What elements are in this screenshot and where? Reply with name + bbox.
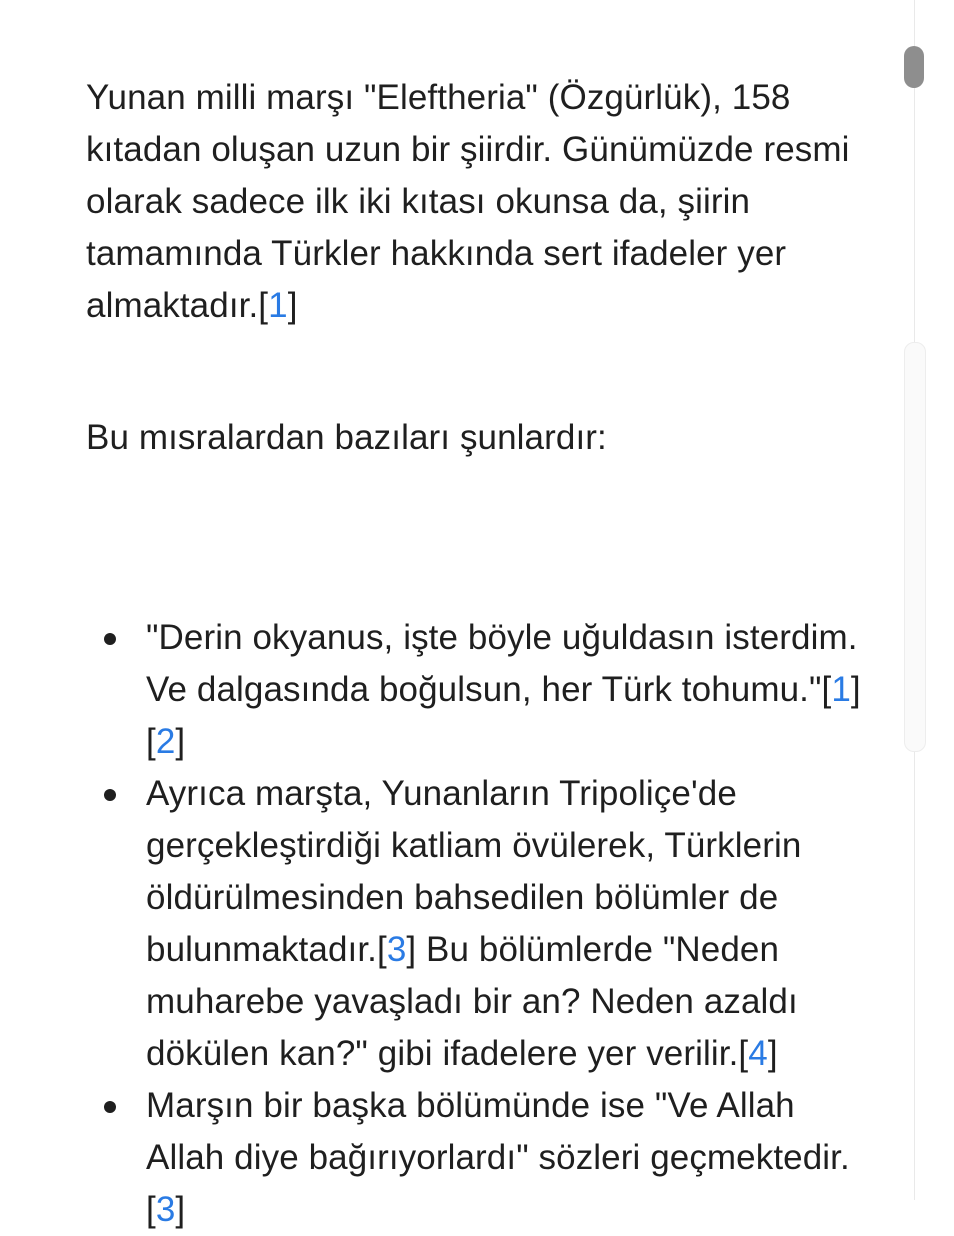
list-item: "Derin okyanus, işte böyle uğuldasın isterdim. Ve dalgasında boğulsun, her Türk tohumu."[1][2] (86, 612, 876, 768)
bullet-icon (104, 1101, 116, 1113)
list-item: Ayrıca marşta, Yunanların Tripoliçe'de gerçekleştirdiği katliam övülerek, Türklerin öldürülmesinden bahsedilen bölümler de bulunmaktadır.[3] Bu bölümlerde "Neden muharebe yavaşladı bir an? Neden azaldı dökülen kan?" gibi ifadelere yer verilir.[4] (86, 768, 876, 1080)
list-item-text: Bu bölümlerde "Neden muharebe yavaşladı bir an? Neden azaldı dökülen kan?" gibi ifadelere yer verilir. (146, 930, 798, 1073)
citation-link[interactable]: 1 (831, 670, 851, 709)
bullet-icon (104, 789, 116, 801)
scrollbar[interactable] (904, 0, 924, 1200)
list-intro-paragraph: Bu mısralardan bazıları şunlardır: (86, 418, 607, 457)
scrollbar-thumb[interactable] (904, 46, 924, 88)
scrollbar-track[interactable] (904, 342, 926, 752)
citation-link[interactable]: 2 (155, 722, 176, 761)
intro-paragraph: Yunan milli marşı "Eleftheria" (Özgürlük), 158 kıtadan oluşan uzun bir şiirdir. Günümüzde resmi olarak sadece ilk iki kıtası okunsa da, şiirin tamamında Türkler hakkında sert ifadeler yer almaktadır.[1] (86, 78, 850, 325)
citation-link[interactable]: 1 (268, 286, 288, 325)
bullet-icon (104, 633, 116, 645)
citation-link[interactable]: 4 (748, 1034, 768, 1073)
citation-link[interactable]: 3 (386, 930, 407, 969)
citation-link[interactable]: 3 (155, 1190, 176, 1229)
list-item-text: Marşın bir başka bölümünde ise "Ve Allah Allah diye bağırıyorlardı" sözleri geçmektedir. (146, 1086, 850, 1177)
intro-text: Yunan milli marşı "Eleftheria" (Özgürlük), 158 kıtadan oluşan uzun bir şiirdir. Günümüzde resmi olarak sadece ilk iki kıtası okunsa da, şiirin tamamında Türkler hakkında sert ifadeler yer almaktadır. (86, 78, 850, 325)
quote-list (86, 612, 876, 1236)
list-item: Marşın bir başka bölümünde ise "Ve Allah Allah diye bağırıyorlardı" sözleri geçmektedir.[3] (86, 1080, 876, 1236)
article-content (86, 72, 876, 1229)
list-item-text: "Derin okyanus, işte böyle uğuldasın isterdim. Ve dalgasında boğulsun, her Türk tohumu." (146, 618, 858, 709)
list-item-text: Ayrıca marşta, Yunanların Tripoliçe'de gerçekleştirdiği katliam övülerek, Türklerin öldürülmesinden bahsedilen bölümler de bulunmaktadır. (146, 774, 802, 969)
